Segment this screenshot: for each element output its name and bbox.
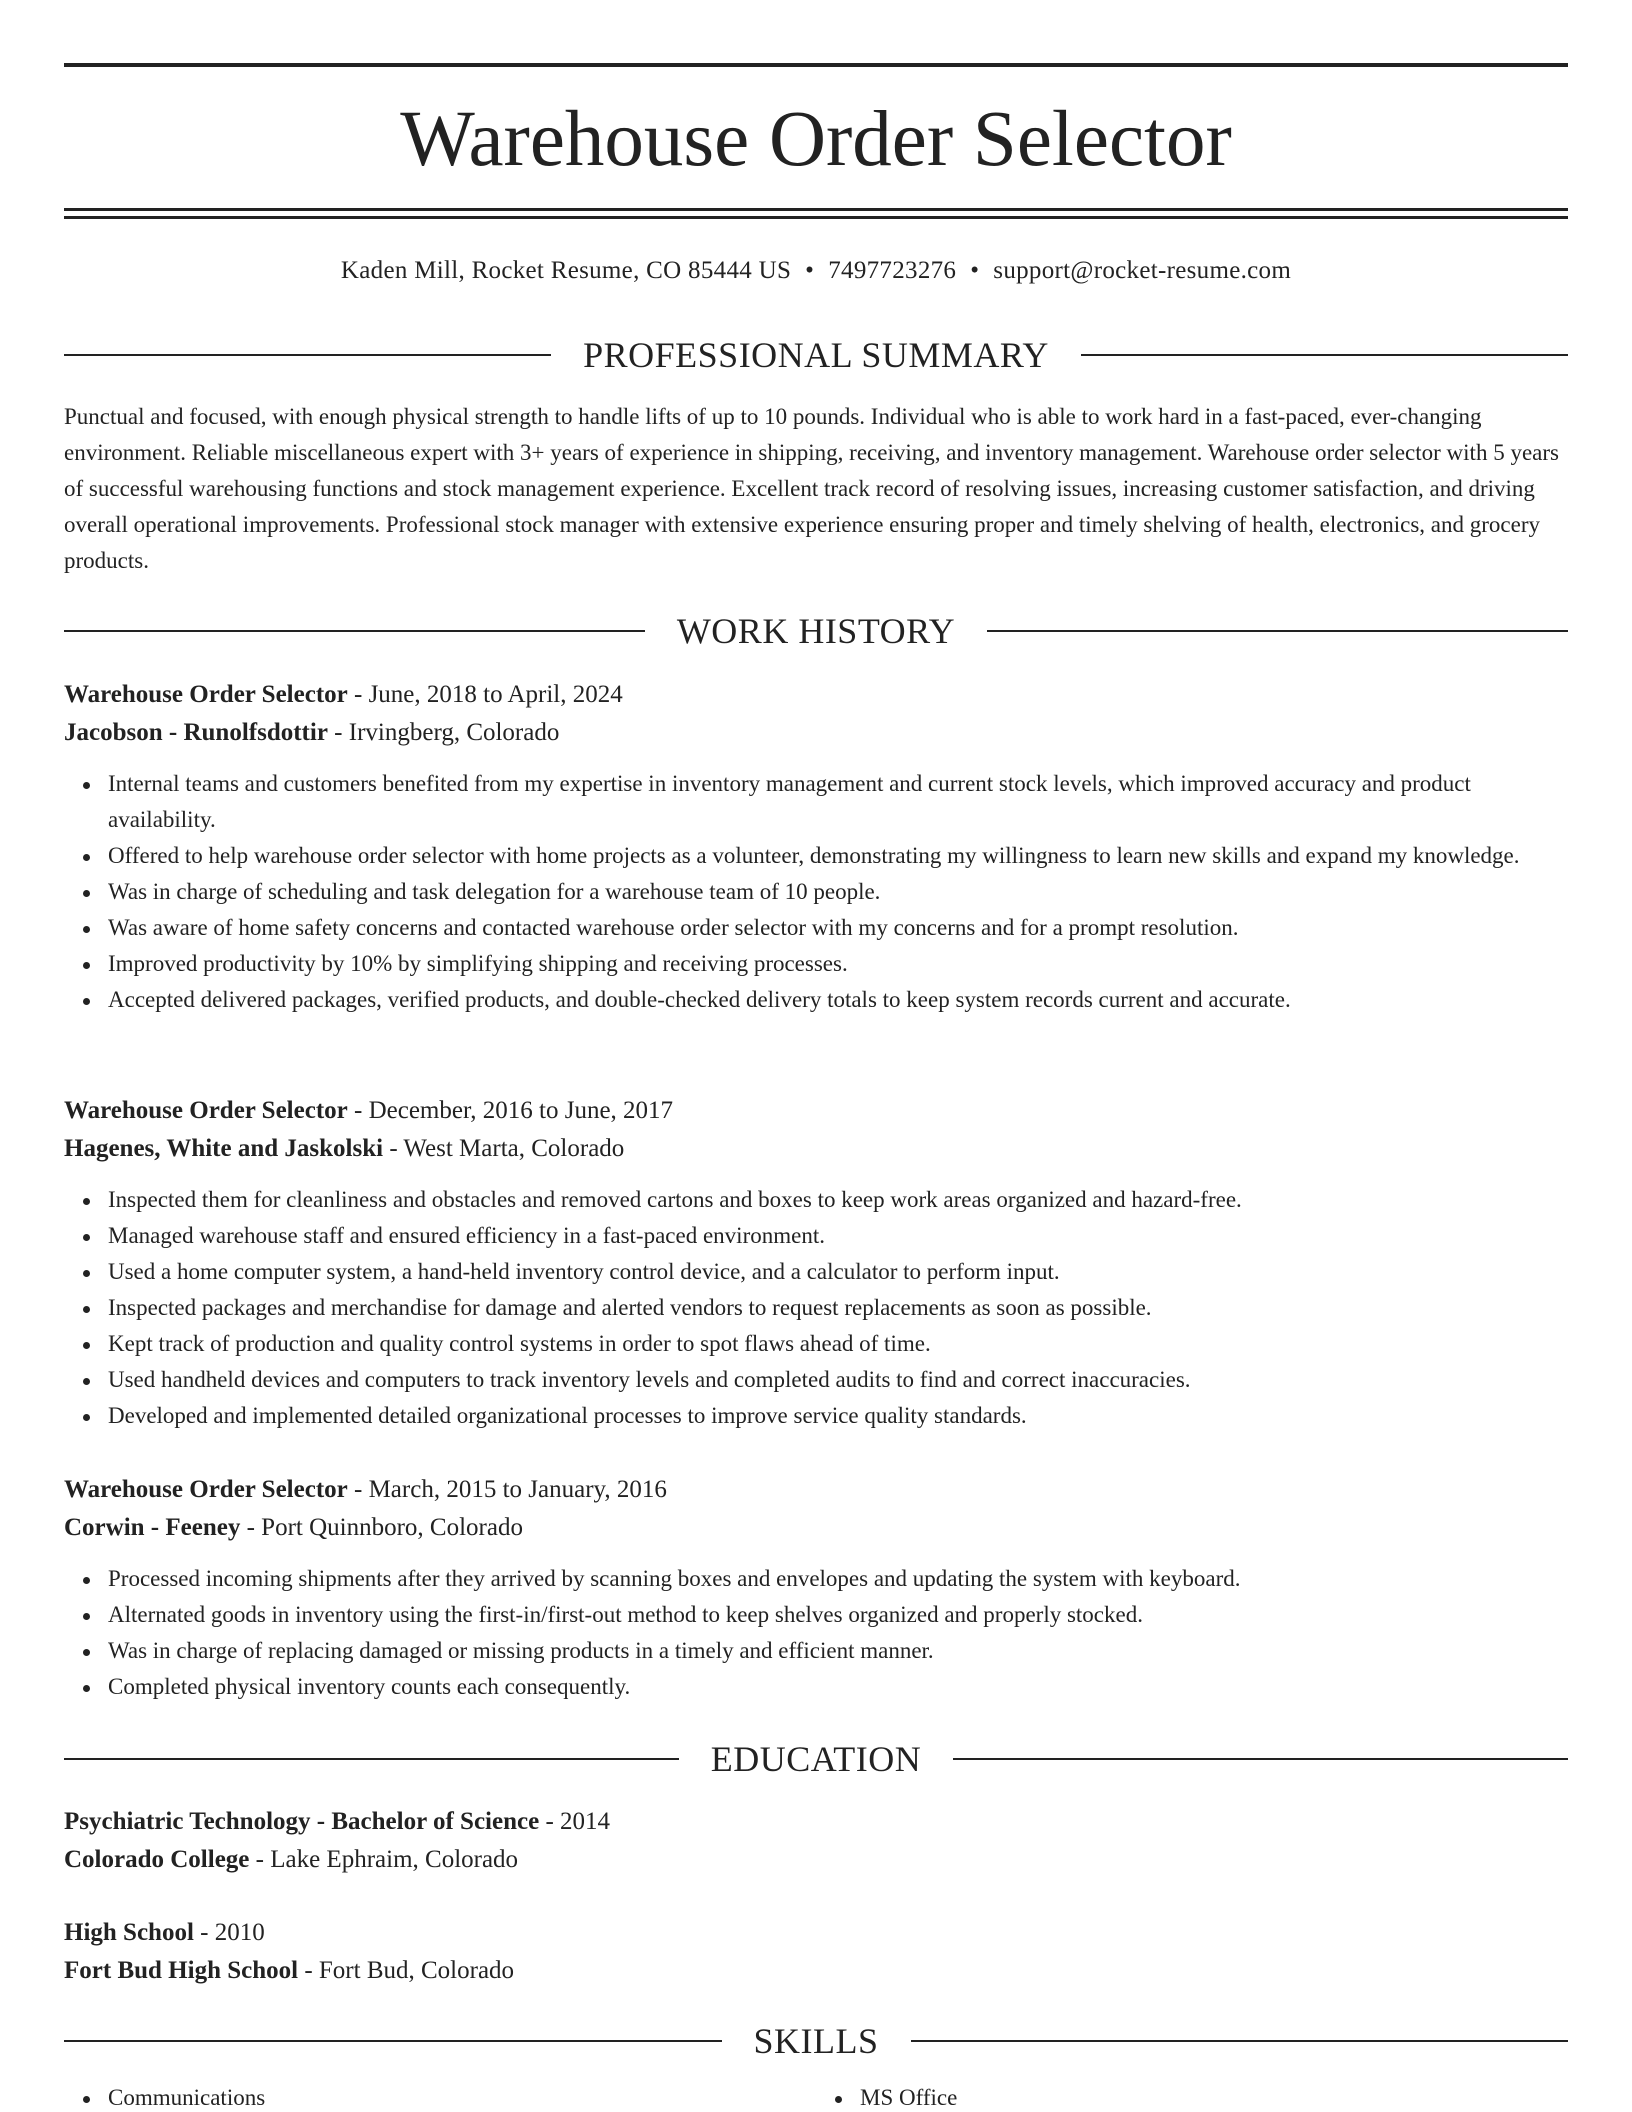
job-title-line <box>64 676 1568 714</box>
job-duty: Was in charge of scheduling and task delegation for a warehouse team of 10 people. <box>108 874 1568 910</box>
job-duties-list <box>64 1182 1568 1434</box>
section-rule-left <box>64 354 551 356</box>
job-duty: Was in charge of replacing damaged or missing products in a timely and efficient manner. <box>108 1633 1568 1669</box>
job-duties-list <box>64 1561 1568 1705</box>
job-entry <box>64 676 1568 1018</box>
education-school-line <box>64 1952 1568 1990</box>
contact-separator: • <box>970 257 980 284</box>
section-header-education <box>64 1734 1568 1784</box>
header-double-rule-upper <box>64 208 1568 211</box>
education-entry <box>64 1914 1568 1990</box>
section-rule-right <box>1081 354 1568 356</box>
skills-columns <box>64 2080 1568 2112</box>
contact-line <box>64 254 1568 288</box>
header-top-rule <box>64 63 1568 67</box>
contact-separator: • <box>805 257 815 284</box>
summary-text: Punctual and focused, with enough physical strength to handle lifts of up to 10 pounds. Individual who is able to work hard in a fast-paced, ever-changing environment. Reliable miscellaneous expert with 3+ years of experience in shipping, receiving, and inventory management. Warehouse order selector with 5 years of successful warehousing functions and stock management experience. Excellent track record of resolving issues, increasing customer satisfaction, and driving overall operational improvements. Professional stock manager with extensive experience ensuring proper and timely shelving of health, electronics, and grocery products. <box>64 404 1559 573</box>
job-title-line <box>64 1092 1568 1130</box>
job-duty: Managed warehouse staff and ensured efficiency in a fast-paced environment. <box>108 1218 1568 1254</box>
job-location: - West Marta, Colorado <box>383 1135 625 1162</box>
job-location: - Port Quinnboro, Colorado <box>240 1514 523 1541</box>
education-degree-line <box>64 1803 1568 1841</box>
education-school: Colorado College <box>64 1846 250 1873</box>
job-duty: Accepted delivered packages, verified products, and double-checked delivery totals to keep system records current and accurate. <box>108 982 1568 1018</box>
job-entry <box>64 1092 1568 1434</box>
education-location: - Lake Ephraim, Colorado <box>249 1846 519 1873</box>
skill-item: Communications <box>108 2080 816 2112</box>
job-dates: - March, 2015 to January, 2016 <box>347 1476 667 1503</box>
contact-address: Kaden Mill, Rocket Resume, CO 85444 US <box>340 257 792 284</box>
job-dates: - December, 2016 to June, 2017 <box>347 1097 674 1124</box>
job-duty: Improved productivity by 10% by simplifying shipping and receiving processes. <box>108 946 1568 982</box>
job-company: Corwin - Feeney <box>64 1514 241 1541</box>
section-title-skills: SKILLS <box>753 2021 879 2061</box>
job-duty: Used handheld devices and computers to track inventory levels and completed audits to find and correct inaccuracies. <box>108 1362 1568 1398</box>
job-duty: Completed physical inventory counts each consequently. <box>108 1669 1568 1705</box>
header-double-rule-lower <box>64 216 1568 219</box>
education-school: Fort Bud High School <box>64 1957 299 1984</box>
job-company-line <box>64 714 1568 752</box>
section-title-work-history: WORK HISTORY <box>676 611 956 651</box>
section-rule-left <box>64 630 645 632</box>
job-duty: Alternated goods in inventory using the first-in/first-out method to keep shelves organized and properly stocked. <box>108 1597 1568 1633</box>
contact-email: support@rocket-resume.com <box>993 257 1292 284</box>
job-title: Warehouse Order Selector <box>64 681 348 708</box>
job-title-line <box>64 1471 1568 1509</box>
section-rule-right <box>911 2040 1568 2042</box>
skill-item: MS Office <box>860 2080 1568 2112</box>
section-header-work-history <box>64 606 1568 656</box>
education-year: - 2014 <box>539 1808 611 1835</box>
job-company-line <box>64 1130 1568 1168</box>
section-title-summary: PROFESSIONAL SUMMARY <box>583 335 1049 375</box>
job-entry <box>64 1471 1568 1705</box>
skills-list-left <box>64 2080 816 2112</box>
section-rule-right <box>987 630 1568 632</box>
section-rule-left <box>64 2040 722 2042</box>
education-degree: High School <box>64 1919 194 1946</box>
skills-list-right <box>816 2080 1568 2112</box>
job-title: Warehouse Order Selector <box>64 1097 348 1124</box>
education-entry <box>64 1803 1568 1879</box>
job-duty: Internal teams and customers benefited from my expertise in inventory management and current stock levels, which improved accuracy and product availability. <box>108 766 1568 838</box>
job-company: Hagenes, White and Jaskolski <box>64 1135 384 1162</box>
section-header-summary <box>64 330 1568 380</box>
education-degree-line <box>64 1914 1568 1952</box>
job-duty: Used a home computer system, a hand-held inventory control device, and a calculator to perform input. <box>108 1254 1568 1290</box>
education-school-line <box>64 1841 1568 1879</box>
resume-page <box>64 0 1568 2112</box>
contact-phone: 7497723276 <box>828 257 957 284</box>
resume-title: Warehouse Order Selector <box>400 96 1232 183</box>
job-company: Jacobson - Runolfsdottir <box>64 719 328 746</box>
job-duty: Inspected packages and merchandise for damage and alerted vendors to request replacements as soon as possible. <box>108 1290 1568 1326</box>
job-title: Warehouse Order Selector <box>64 1476 348 1503</box>
section-title-education: EDUCATION <box>710 1739 922 1779</box>
education-degree: Psychiatric Technology - Bachelor of Science <box>64 1808 540 1835</box>
job-duty: Kept track of production and quality control systems in order to spot flaws ahead of time. <box>108 1326 1568 1362</box>
section-header-skills <box>64 2016 1568 2066</box>
education-location: - Fort Bud, Colorado <box>298 1957 515 1984</box>
job-location: - Irvingberg, Colorado <box>327 719 560 746</box>
job-duty: Inspected them for cleanliness and obstacles and removed cartons and boxes to keep work areas organized and hazard-free. <box>108 1182 1568 1218</box>
job-duty: Developed and implemented detailed organizational processes to improve service quality standards. <box>108 1398 1568 1434</box>
section-rule-left <box>64 1758 679 1760</box>
section-rule-right <box>953 1758 1568 1760</box>
education-year: - 2010 <box>193 1919 265 1946</box>
job-duties-list <box>64 766 1568 1018</box>
job-duty: Processed incoming shipments after they arrived by scanning boxes and envelopes and updating the system with keyboard. <box>108 1561 1568 1597</box>
job-company-line <box>64 1509 1568 1547</box>
job-dates: - June, 2018 to April, 2024 <box>347 681 623 708</box>
job-duty: Was aware of home safety concerns and contacted warehouse order selector with my concerns and for a prompt resolution. <box>108 910 1568 946</box>
job-duty: Offered to help warehouse order selector with home projects as a volunteer, demonstrating my willingness to learn new skills and expand my knowledge. <box>108 838 1568 874</box>
